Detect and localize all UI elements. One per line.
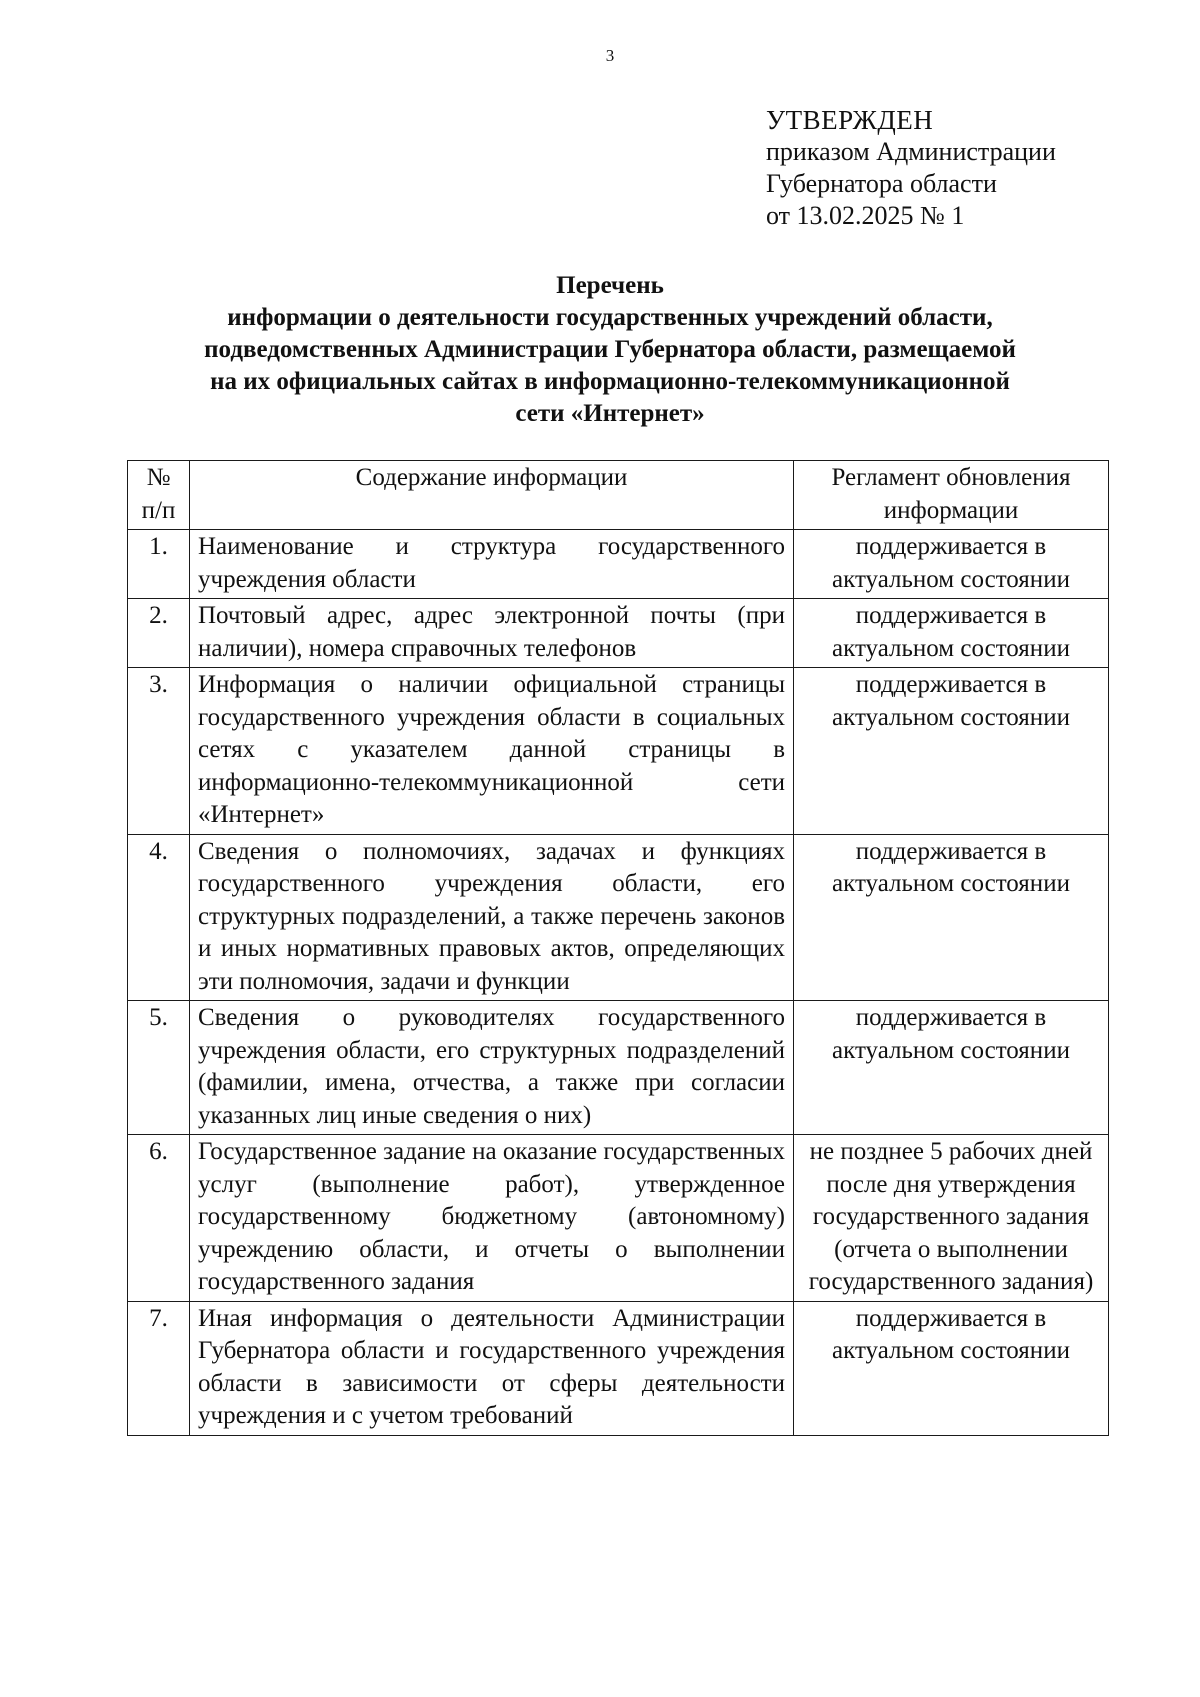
document-subtitle-line: информации о деятельности государственных учреждений области, <box>227 304 993 331</box>
row-regulation: поддерживается в актуальном состоянии <box>794 599 1109 668</box>
table-row <box>128 1135 1109 1302</box>
table-row <box>128 530 1109 599</box>
row-content: Сведения о полномочиях, задачах и функциях государственного учреждения области, его структурных подразделений, а также перечень законов и иных нормативных правовых актов, определяющих эти полномочия, задачи и функции <box>190 834 794 1001</box>
row-content: Наименование и структура государственного учреждения области <box>190 530 794 599</box>
table-row <box>128 668 1109 835</box>
document-subtitle-line: подведомственных Администрации Губернатора области, размещаемой <box>204 336 1016 363</box>
row-number: 7. <box>128 1301 190 1435</box>
approval-stamp: УТВЕРЖДЕН <box>766 105 934 135</box>
row-content: Информация о наличии официальной страницы государственного учреждения области в социальных сетях с указателем данной страницы в информационно-телекоммуникационной сети «Интернет» <box>190 668 794 835</box>
row-number: 1. <box>128 530 190 599</box>
row-regulation: поддерживается в актуальном состоянии <box>794 530 1109 599</box>
row-content: Государственное задание на оказание государственных услуг (выполнение работ), утвержденное государственному бюджетному (автономному) учреждению области, и отчеты о выполнении государственного задания <box>190 1135 794 1302</box>
header-regulation: Регламент обновления информации <box>794 461 1109 530</box>
approval-line: приказом Администрации <box>766 137 1056 166</box>
row-number: 3. <box>128 668 190 835</box>
row-content: Почтовый адрес, адрес электронной почты (при наличии), номера справочных телефонов <box>190 599 794 668</box>
approval-date: от 13.02.2025 № 1 <box>766 201 965 230</box>
row-regulation: поддерживается в актуальном состоянии <box>794 1001 1109 1135</box>
table-row <box>128 834 1109 1001</box>
header-num: № п/п <box>128 461 190 530</box>
page-number: 3 <box>605 46 615 65</box>
row-number: 5. <box>128 1001 190 1135</box>
table-row <box>128 1301 1109 1435</box>
header-content: Содержание информации <box>190 461 794 530</box>
document-title: Перечень <box>556 272 664 299</box>
row-regulation: поддерживается в актуальном состоянии <box>794 834 1109 1001</box>
row-content: Сведения о руководителях государственного учреждения области, его структурных подразделений (фамилии, имена, отчества, а также при согласии указанных лиц иные сведения о них) <box>190 1001 794 1135</box>
row-regulation: поддерживается в актуальном состоянии <box>794 668 1109 835</box>
document-heading <box>0 270 1200 430</box>
document-subtitle-line: на их официальных сайтах в информационно-телекоммуникационной <box>210 368 1010 395</box>
table-header-row <box>128 461 1109 530</box>
table-row <box>128 1001 1109 1135</box>
approval-line: Губернатора области <box>766 169 997 198</box>
row-number: 4. <box>128 834 190 1001</box>
approval-block <box>766 104 1056 232</box>
information-list-table <box>127 460 1109 1436</box>
row-regulation: не позднее 5 рабочих дней после дня утверждения государственного задания (отчета о выполнении государственного задания) <box>794 1135 1109 1302</box>
row-regulation: поддерживается в актуальном состоянии <box>794 1301 1109 1435</box>
row-number: 2. <box>128 599 190 668</box>
document-subtitle-line: сети «Интернет» <box>515 400 705 427</box>
row-number: 6. <box>128 1135 190 1302</box>
table-row <box>128 599 1109 668</box>
row-content: Иная информация о деятельности Администрации Губернатора области и государственного учреждения области в зависимости от сферы деятельности учреждения и с учетом требований <box>190 1301 794 1435</box>
